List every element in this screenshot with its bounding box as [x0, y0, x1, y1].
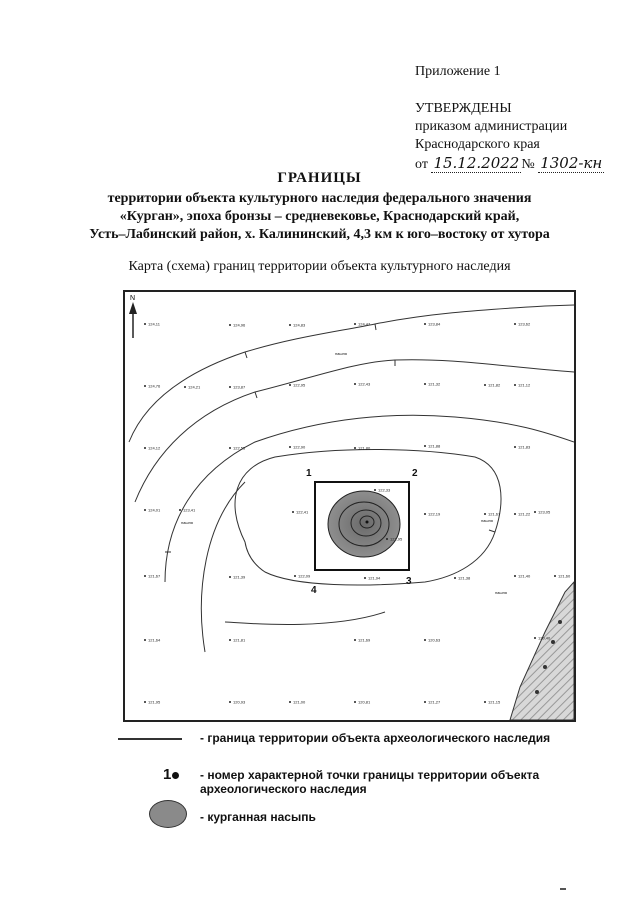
document-subtitle [0, 190, 639, 244]
map-svg [125, 292, 574, 720]
elevation-marker [514, 384, 516, 386]
page-mark [560, 888, 566, 890]
boundary-point-1: 1 [306, 468, 312, 479]
approved-title: УТВЕРЖДЕНЫ [415, 101, 512, 116]
elevation-marker [229, 386, 231, 388]
elevation-label: 121,82 [488, 382, 501, 388]
elevation-label: 122,33 [378, 487, 391, 493]
legend-point-symbol [163, 766, 179, 783]
elevation-marker [514, 575, 516, 577]
elevation-marker [454, 577, 456, 579]
elevation-label: 124,47 [358, 321, 371, 327]
elevation-label: 121,12 [518, 382, 531, 388]
contour-lines [129, 305, 574, 652]
elevation-label: 121,32 [428, 381, 441, 387]
map-caption: Карта (схема) границ территории объекта культурного наследия [128, 259, 511, 274]
elevation-marker [289, 384, 291, 386]
elevation-label: 121,83 [518, 444, 531, 450]
approved-by-line1: приказом администрации [415, 119, 568, 134]
elevation-label: 122,41 [296, 509, 309, 515]
elevation-label: 121,95 [390, 536, 403, 542]
elevation-label: 121,39 [233, 574, 246, 580]
date-prefix: от [415, 157, 428, 172]
elevation-marker [294, 575, 296, 577]
elevation-label: 124,12 [148, 445, 161, 451]
elevation-label: 121,22 [518, 511, 531, 517]
elevation-marker [354, 701, 356, 703]
elevation-marker [354, 447, 356, 449]
elevation-label: 123,84 [428, 321, 441, 327]
elevation-marker [364, 577, 366, 579]
approval-number: 1302-кн [540, 154, 603, 172]
elevation-marker [354, 383, 356, 385]
elevation-label: 122,19 [428, 511, 441, 517]
elevation-marker [229, 447, 231, 449]
north-label: N [130, 295, 136, 302]
elevation-label: 123,41 [183, 507, 196, 513]
elevation-marker [179, 509, 181, 511]
elevation-marker [144, 575, 146, 577]
elevation-label: 122,43 [358, 381, 371, 387]
elevation-marker [534, 511, 536, 513]
elevation-marker [229, 576, 231, 578]
subtitle-line2: «Курган», эпоха бронзы – средневековье, Краснодарский край, [119, 209, 520, 224]
elevation-marker [514, 446, 516, 448]
north-arrow-icon [129, 295, 137, 338]
elevation-label: 121,94 [368, 575, 381, 581]
elevation-label: 121,88 [428, 443, 441, 449]
elevation-label: 120,40 [538, 635, 551, 641]
boundary-point-2: 2 [412, 468, 418, 479]
field-label: пашня [181, 520, 193, 525]
elevation-marker [229, 701, 231, 703]
elevation-label: 124,01 [148, 507, 161, 513]
field-label: пашня [335, 351, 347, 356]
elevation-label: 123,05 [538, 509, 551, 515]
elevation-label: 121,81 [233, 637, 246, 643]
elevation-label: 124,21 [188, 384, 201, 390]
elevation-label: 124,83 [293, 322, 306, 328]
elevation-label: 123,87 [233, 384, 246, 390]
legend-point-text: - номер характерной точки границы территории объекта археологического наследия [200, 768, 540, 796]
elevation-marker [144, 323, 146, 325]
elevation-marker [289, 446, 291, 448]
point-dot-icon [172, 772, 179, 779]
elevation-marker [292, 511, 294, 513]
elevation-label: 121,38 [458, 575, 471, 581]
elevation-marker [484, 513, 486, 515]
elevation-label: 124,11 [148, 321, 160, 327]
elevation-marker [386, 538, 388, 540]
elevation-marker [514, 513, 516, 515]
field-label: пашня [495, 590, 507, 595]
elevation-marker [424, 639, 426, 641]
boundary-point-3: 3 [406, 576, 412, 587]
elevation-label: 121,15 [488, 699, 501, 705]
elevation-label: 121,67 [148, 573, 161, 579]
elevation-marker [484, 701, 486, 703]
subtitle-line1: территории объекта культурного наследия федерального значения [107, 191, 532, 206]
elevation-label: 124,76 [148, 383, 161, 389]
elevation-label: 120,93 [233, 699, 246, 705]
elevation-marker [554, 575, 556, 577]
elevation-label: 121,67 [488, 511, 501, 517]
elevation-marker [229, 324, 231, 326]
appendix-label: Приложение 1 [415, 64, 501, 79]
elevation-label: 121,80 [358, 445, 371, 451]
elevation-marker [424, 701, 426, 703]
elevation-marker [144, 639, 146, 641]
elevation-label: 121,64 [148, 637, 161, 643]
elevation-label: 120,63 [428, 637, 441, 643]
elevation-label: 121,27 [428, 699, 441, 705]
elevation-label: 122,90 [293, 444, 306, 450]
elevation-label: 120,81 [358, 699, 371, 705]
elevation-label: 121,40 [518, 573, 531, 579]
elevation-marker [374, 489, 376, 491]
elevation-marker [354, 323, 356, 325]
elevation-label: 122,09 [298, 573, 311, 579]
elevation-marker [144, 509, 146, 511]
elevation-marker [229, 639, 231, 641]
document-title: ГРАНИЦЫ [277, 170, 362, 186]
elevation-marker [354, 639, 356, 641]
kurgan-mound [328, 491, 400, 557]
elevation-label: 121,00 [293, 699, 306, 705]
legend-mound-symbol [149, 800, 187, 828]
field-label: пашня [481, 518, 493, 523]
boundary-point-4: 4 [311, 585, 317, 596]
legend-point-number: 1 [163, 766, 172, 783]
elevation-marker [424, 383, 426, 385]
elevation-marker [289, 324, 291, 326]
legend-mound-text: - курганная насыпь [200, 810, 316, 824]
elevation-marker [289, 701, 291, 703]
elevation-marker [144, 701, 146, 703]
approval-block [415, 100, 604, 174]
approved-by-line2: Краснодарского края [415, 137, 540, 152]
hatched-area [510, 582, 574, 720]
elevation-label: 121,95 [148, 699, 161, 705]
elevation-marker [424, 513, 426, 515]
number-prefix: № [521, 157, 535, 172]
approval-date: 15.12.2022 [433, 154, 520, 172]
legend-boundary-symbol [118, 738, 182, 740]
elevation-marker [424, 323, 426, 325]
elevation-marker [144, 447, 146, 449]
elevation-label: 124,96 [233, 322, 246, 328]
elevation-label: 122,95 [293, 382, 306, 388]
elevation-label: 122,55 [233, 445, 246, 451]
map-frame [123, 290, 576, 722]
elevation-marker [534, 637, 536, 639]
elevation-marker [424, 445, 426, 447]
elevation-marker [484, 384, 486, 386]
elevation-marker [514, 323, 516, 325]
elevation-marker [144, 385, 146, 387]
legend-boundary-text: - граница территории объекта археологического наследия [200, 731, 551, 745]
subtitle-line3: Усть–Лабинский район, х. Калининский, 4,3 км к юго–востоку от хутора [89, 227, 550, 242]
elevation-marker [184, 386, 186, 388]
elevation-label: 121,69 [358, 637, 371, 643]
elevation-label: 123,62 [518, 321, 531, 327]
elevation-label: 121,60 [558, 573, 571, 579]
